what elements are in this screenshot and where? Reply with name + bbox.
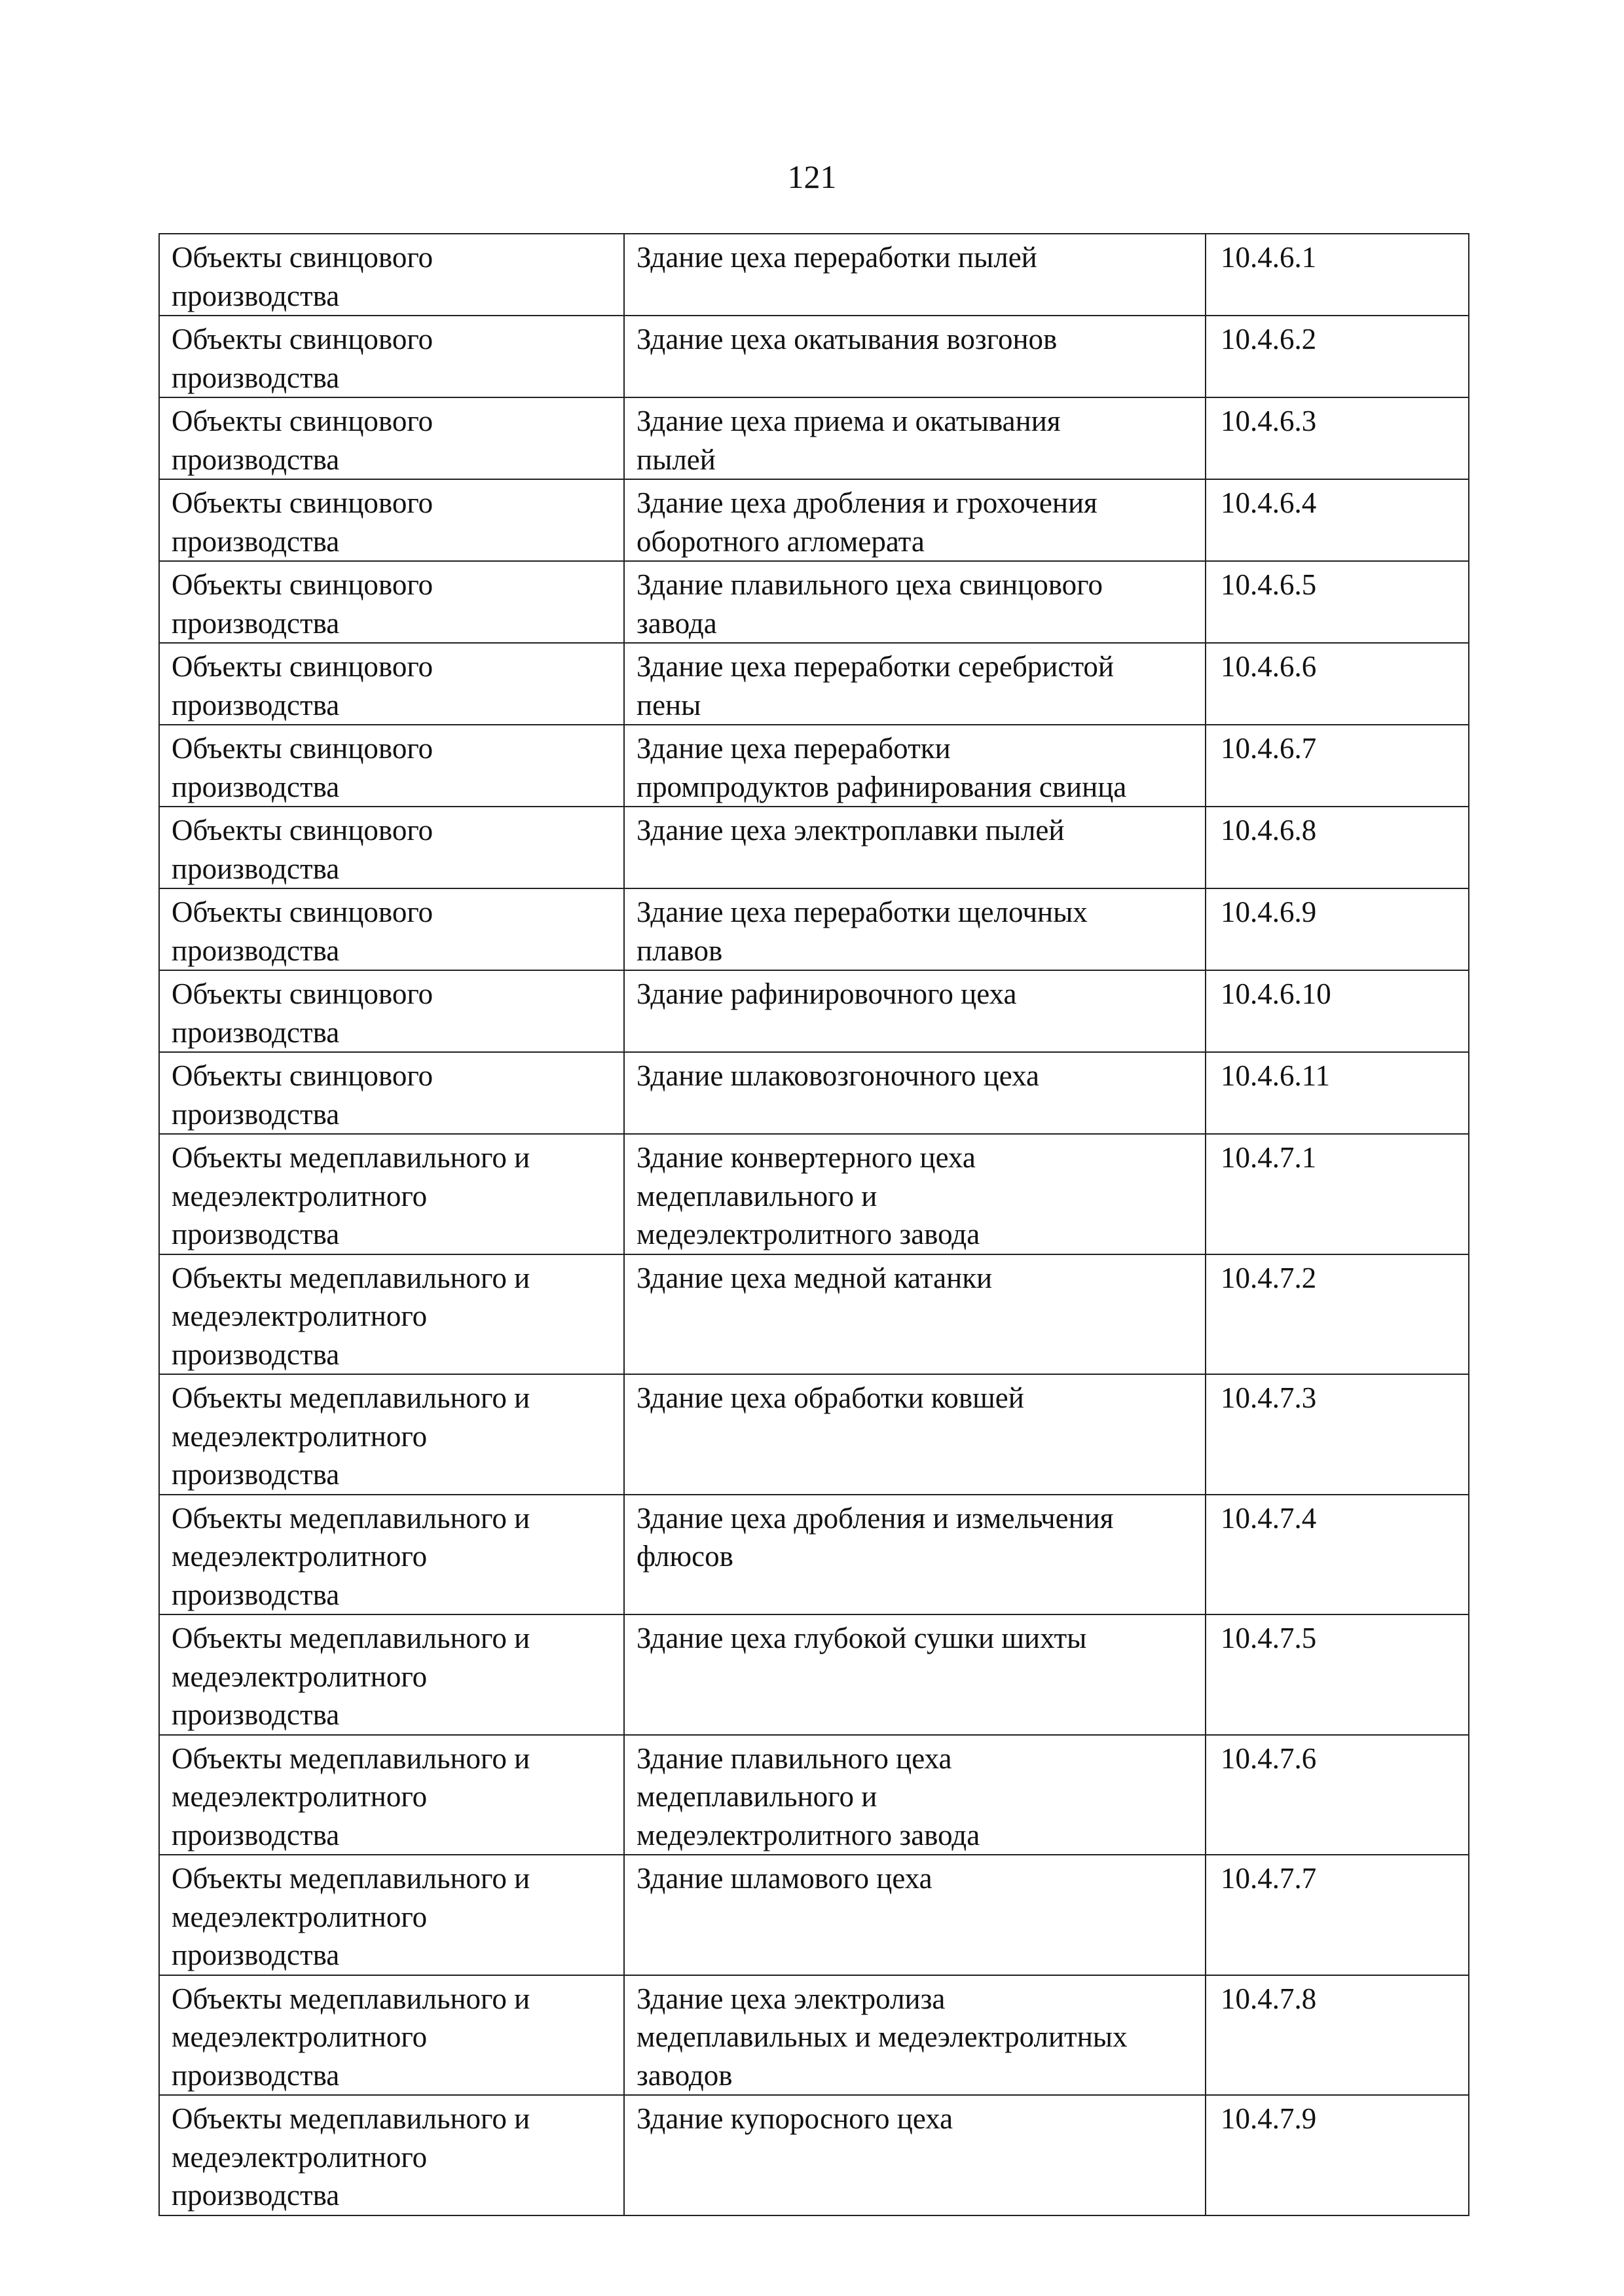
- page-number: 121: [787, 158, 837, 195]
- code-cell: 10.4.6.1: [1206, 234, 1469, 316]
- object-cell: Объекты свинцового производства: [159, 725, 624, 807]
- table-row: [159, 1495, 1469, 1615]
- object-cell: Объекты медеплавильного и медеэлектролитного производства: [159, 1495, 624, 1615]
- building-cell: Здание цеха переработки серебристой пены: [624, 643, 1206, 725]
- code-cell: 10.4.7.6: [1206, 1735, 1469, 1855]
- table-row: [159, 1614, 1469, 1735]
- code-cell: 10.4.6.4: [1206, 479, 1469, 561]
- building-cell: Здание цеха окатывания возгонов: [624, 316, 1206, 397]
- table-row: [159, 234, 1469, 316]
- code-cell: 10.4.7.5: [1206, 1614, 1469, 1735]
- table-row: [159, 807, 1469, 888]
- table-row: [159, 479, 1469, 561]
- building-cell: Здание цеха дробления и грохочения оборотного агломерата: [624, 479, 1206, 561]
- object-cell: Объекты медеплавильного и медеэлектролитного производства: [159, 1374, 624, 1495]
- code-cell: 10.4.7.2: [1206, 1254, 1469, 1375]
- object-cell: Объекты медеплавильного и медеэлектролитного производства: [159, 1614, 624, 1735]
- object-cell: Объекты свинцового производства: [159, 234, 624, 316]
- code-cell: 10.4.7.4: [1206, 1495, 1469, 1615]
- building-cell: Здание цеха электролиза медеплавильных и медеэлектролитных заводов: [624, 1975, 1206, 2096]
- building-cell: Здание купоросного цеха: [624, 2095, 1206, 2215]
- code-cell: 10.4.6.6: [1206, 643, 1469, 725]
- building-cell: Здание цеха приема и окатывания пылей: [624, 397, 1206, 479]
- code-cell: 10.4.6.11: [1206, 1052, 1469, 1134]
- code-cell: 10.4.6.2: [1206, 316, 1469, 397]
- object-cell: Объекты свинцового производства: [159, 807, 624, 888]
- building-cell: Здание рафинировочного цеха: [624, 970, 1206, 1052]
- object-cell: Объекты медеплавильного и медеэлектролитного производства: [159, 1975, 624, 2096]
- table-row: [159, 888, 1469, 970]
- building-cell: Здание цеха обработки ковшей: [624, 1374, 1206, 1495]
- table-row: [159, 397, 1469, 479]
- table-row: [159, 725, 1469, 807]
- table-row: [159, 1855, 1469, 1975]
- table-row: [159, 1052, 1469, 1134]
- building-cell: Здание плавильного цеха медеплавильного и медеэлектролитного завода: [624, 1735, 1206, 1855]
- building-cell: Здание шлаковозгоночного цеха: [624, 1052, 1206, 1134]
- object-cell: Объекты свинцового производства: [159, 479, 624, 561]
- code-cell: 10.4.6.7: [1206, 725, 1469, 807]
- code-cell: 10.4.6.5: [1206, 561, 1469, 643]
- table-row: [159, 1134, 1469, 1254]
- object-cell: Объекты свинцового производства: [159, 1052, 624, 1134]
- object-cell: Объекты свинцового производства: [159, 561, 624, 643]
- table-body: [159, 234, 1469, 2215]
- table-row: [159, 970, 1469, 1052]
- table-row: [159, 1254, 1469, 1375]
- object-cell: Объекты свинцового производства: [159, 397, 624, 479]
- object-cell: Объекты медеплавильного и медеэлектролитного производства: [159, 2095, 624, 2215]
- objects-table: [158, 233, 1469, 2216]
- table-row: [159, 2095, 1469, 2215]
- code-cell: 10.4.6.8: [1206, 807, 1469, 888]
- building-cell: Здание цеха переработки щелочных плавов: [624, 888, 1206, 970]
- object-cell: Объекты медеплавильного и медеэлектролитного производства: [159, 1254, 624, 1375]
- code-cell: 10.4.7.7: [1206, 1855, 1469, 1975]
- building-cell: Здание цеха медной катанки: [624, 1254, 1206, 1375]
- table-row: [159, 1374, 1469, 1495]
- building-cell: Здание цеха глубокой сушки шихты: [624, 1614, 1206, 1735]
- building-cell: Здание цеха дробления и измельчения флюсов: [624, 1495, 1206, 1615]
- code-cell: 10.4.7.3: [1206, 1374, 1469, 1495]
- object-cell: Объекты свинцового производства: [159, 888, 624, 970]
- code-cell: 10.4.6.10: [1206, 970, 1469, 1052]
- code-cell: 10.4.7.9: [1206, 2095, 1469, 2215]
- code-cell: 10.4.7.8: [1206, 1975, 1469, 2096]
- building-cell: Здание шламового цеха: [624, 1855, 1206, 1975]
- code-cell: 10.4.6.3: [1206, 397, 1469, 479]
- object-cell: Объекты медеплавильного и медеэлектролитного производства: [159, 1735, 624, 1855]
- building-cell: Здание плавильного цеха свинцового завода: [624, 561, 1206, 643]
- code-cell: 10.4.6.9: [1206, 888, 1469, 970]
- code-cell: 10.4.7.1: [1206, 1134, 1469, 1254]
- table-row: [159, 316, 1469, 397]
- object-cell: Объекты медеплавильного и медеэлектролитного производства: [159, 1855, 624, 1975]
- object-cell: Объекты свинцового производства: [159, 643, 624, 725]
- object-cell: Объекты свинцового производства: [159, 316, 624, 397]
- table-row: [159, 643, 1469, 725]
- object-cell: Объекты медеплавильного и медеэлектролитного производства: [159, 1134, 624, 1254]
- building-cell: Здание цеха электроплавки пылей: [624, 807, 1206, 888]
- table-row: [159, 1735, 1469, 1855]
- building-cell: Здание конвертерного цеха медеплавильного и медеэлектролитного завода: [624, 1134, 1206, 1254]
- object-cell: Объекты свинцового производства: [159, 970, 624, 1052]
- table-row: [159, 1975, 1469, 2096]
- building-cell: Здание цеха переработки промпродуктов рафинирования свинца: [624, 725, 1206, 807]
- table-row: [159, 561, 1469, 643]
- building-cell: Здание цеха переработки пылей: [624, 234, 1206, 316]
